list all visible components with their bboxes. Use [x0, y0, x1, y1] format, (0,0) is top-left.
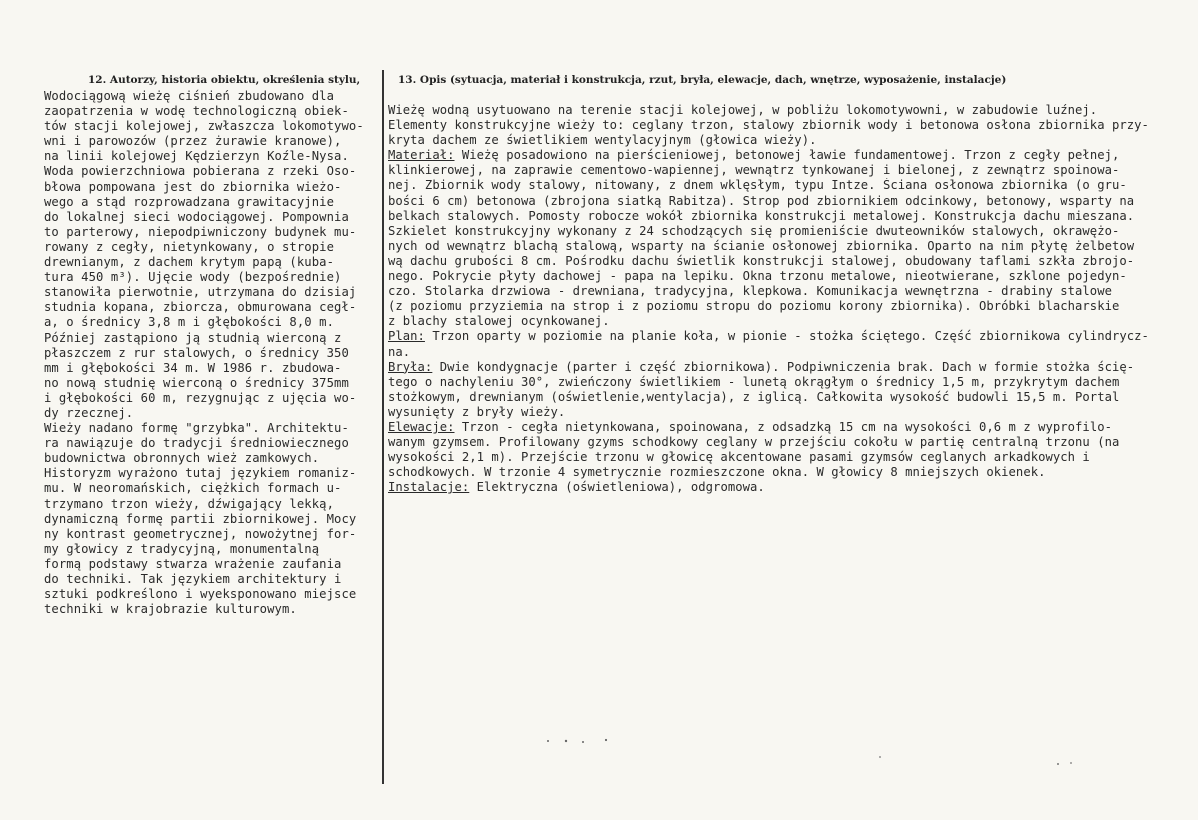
line-text: Elektryczna (oświetleniowa), odgromowa. [469, 480, 765, 495]
line-text: belkach stalowych. Pomosty robocze wokół zbiornika konstrukcji metalowej. Konstrukcja dachu mieszana. [388, 208, 1135, 223]
line-text: schodkowych. W trzonie 4 symetrycznie rozmieszczone okna. W głowicy 8 mniejszych okienek. [388, 465, 1046, 480]
text-line [388, 465, 1188, 480]
text-line [388, 435, 1188, 450]
right-column-heading: 13. Opis (sytuacja, materiał i konstrukcja, rzut, bryła, elewacje, dach, wnętrze, wyposażenie, instalacje) [398, 74, 1007, 86]
line-text: wysunięty z bryły wieży. [388, 404, 566, 419]
text-line: Wieży nadano formę "grzybka". Architektu- [44, 421, 349, 436]
line-text: nego. Pokrycie płyty dachowej - papa na lepiku. Okna trzonu metalowe, nieotwierane, szklone pojedyn- [388, 269, 1127, 284]
text-line [388, 269, 1188, 284]
text-line: błowa pompowana jest do zbiornika wieżo- [44, 179, 342, 194]
text-line: Woda powierzchniowa pobierana z rzeki Oso- [44, 164, 357, 179]
text-line [388, 118, 1188, 133]
text-line [388, 103, 1188, 118]
section-label: Materiał: [388, 148, 455, 163]
section-label: Instalacje: [388, 480, 470, 495]
text-line: ra nawiązuje do tradycji średniowiecznego [44, 436, 349, 451]
line-text: tego o nachyleniu 30°, zwieńczony świetlikiem - lunetą okrągłym o średnicy 1,5 m, przykrytym dachem [388, 374, 1120, 389]
text-line [388, 178, 1188, 193]
text-line: stanowiła pierwotnie, utrzymana do dzisiaj [44, 285, 357, 300]
section-label: Bryła: [388, 359, 433, 374]
text-line: mu. W neoromańskich, ciężkich formach u- [44, 481, 342, 496]
text-line: i głębokości 60 m, rezygnując z ujęcia wo- [44, 390, 357, 405]
history-text [44, 89, 378, 617]
line-text: na. [388, 344, 411, 359]
text-line [388, 284, 1188, 299]
line-text: czo. Stolarka drzwiowa - drewniana, tradycyjna, klepkowa. Komunikacja wewnętrzna - drabiny stalowe [388, 284, 1112, 299]
text-line: Historyzm wyrażono tutaj językiem romaniz- [44, 466, 357, 481]
text-line: płaszczem z rur stalowych, o średnicy 350 [44, 345, 349, 360]
text-line: tura 450 m³). Ujęcie wody (bezpośrednie) [44, 270, 342, 285]
line-text: klinkierowej, na zaprawie cementowo-wapiennej, wewnątrz tynkowanej i bielonej, z zewnątrz spoinowa- [388, 163, 1120, 178]
text-line [388, 360, 1188, 375]
line-text: nej. Zbiornik wody stalowy, nitowany, z dnem wklęsłym, typu Intze. Ściana osłonowa zbiornika (o gru- [388, 178, 1127, 193]
text-line: rowany z cegły, nietynkowany, o stropie [44, 239, 335, 254]
text-line: mm i głębokości 34 m. W 1986 r. zbudowa- [44, 360, 342, 375]
left-column-heading: 12. Autorzy, historia obiektu, określenia stylu, [88, 74, 361, 86]
line-text: kryta dachem ze świetlikiem wentylacyjnym (głowica wieży). [388, 133, 817, 148]
line-text: Elementy konstrukcyjne wieży to: ceglany trzon, stalowy zbiornik wody i betonowa osłona zbiornika przy- [388, 118, 1149, 133]
text-line: sztuki podkreślono i wyeksponowano miejsce [44, 587, 357, 602]
text-line: ny kontrast geometrycznej, nowożytnej for- [44, 526, 357, 541]
text-line [388, 420, 1188, 435]
line-text: nych od wewnątrz blachą stalową, wsparty na ścianie osłonowej zbiornika. Oparto na nim płytę żelbetow [388, 238, 1135, 253]
line-text: wą dachu grubości 8 cm. Pośrodku dachu świetlik konstrukcji stalowej, obudowany taflami szkła zbrojo- [388, 253, 1135, 268]
line-text: z blachy stalowej ocynkowanej. [388, 314, 610, 329]
text-line [388, 345, 1188, 360]
line-text: bości 6 cm) betonowa (zbrojona siatką Rabitza). Strop pod zbiornikiem odcinkowy, betonowy, wsparty na [388, 193, 1135, 208]
text-line [388, 480, 1188, 495]
text-line: wego a stąd rozprowadzana grawitacyjnie [44, 194, 335, 209]
text-line: Wodociągową wieżę ciśnień zbudowano dla [44, 89, 335, 103]
description-text [388, 103, 1188, 495]
line-text: Dwie kondygnacje (parter i część zbiornikowa). Podpiwniczenia brak. Dach w formie stożka ścię- [432, 359, 1135, 374]
text-line: my głowicy z tradycyjną, monumentalną [44, 541, 320, 556]
text-line: wni i parowozów (przez żurawie kranowe), [44, 134, 342, 149]
text-line: na linii kolejowej Kędzierzyn Koźle-Nysa. [44, 149, 349, 164]
section-label: Elewacje: [388, 419, 455, 434]
text-line: studnia kopana, zbiorcza, obmurowana cegł- [44, 300, 357, 315]
text-line [388, 163, 1188, 178]
text-line [388, 254, 1188, 269]
text-line: zaopatrzenia w wodę technologiczną obiek- [44, 104, 349, 119]
text-line: dy rzecznej. [44, 405, 134, 420]
text-line [388, 329, 1188, 344]
text-line [388, 148, 1188, 163]
text-line [388, 314, 1188, 329]
line-text: wysokości 2,1 m). Przejście trzonu w głowicę akcentowane pasami gzymsów ceglanych arkadkowych i [388, 450, 1090, 465]
text-line: drewnianym, z dachem krytym papą (kuba- [44, 255, 335, 270]
text-line: techniki w krajobrazie kulturowym. [44, 602, 297, 617]
text-line: budownictwa obronnych wież zamkowych. [44, 451, 320, 466]
line-text: (z poziomu przyziemia na strop i z poziomu stropu do poziomu korony zbiornika). Obróbki blacharskie [388, 299, 1120, 314]
text-line: a, o średnicy 3,8 m i głębokości 8,0 m. [44, 315, 335, 330]
text-line: to parterowy, niepodpiwniczony budynek mu- [44, 224, 357, 239]
text-line [388, 194, 1188, 209]
line-text: Wieżę posadowiono na pierścieniowej, betonowej ławie fundamentowej. Trzon z cegły pełnej, [454, 148, 1120, 163]
text-line: tów stacji kolejowej, zwłaszcza lokomotywo- [44, 119, 364, 134]
column-divider [382, 70, 384, 784]
text-line: formą podstawy stwarza wrażenie zaufania [44, 556, 342, 571]
text-line: dynamiczną formę partii zbiornikowej. Mocy [44, 511, 357, 526]
section-label: Plan: [388, 329, 425, 344]
text-line [388, 450, 1188, 465]
text-line [388, 390, 1188, 405]
text-line: no nową studnię wierconą o średnicy 375mm [44, 375, 349, 390]
text-line [388, 209, 1188, 224]
text-line: trzymano trzon wieży, dźwigający lekką, [44, 496, 335, 511]
text-line: Później zastąpiono ją studnią wierconą z [44, 330, 342, 345]
line-text: wanym gzymsem. Profilowany gzyms schodkowy ceglany w przejściu cokołu w partię centralną trzonu (na [388, 435, 1120, 450]
line-text: Trzon oparty w poziomie na planie koła, w pionie - stożka ściętego. Część zbiornikowa cylindrycz- [424, 329, 1149, 344]
line-text: Szkielet konstrukcyjny wykonany z 24 schodzących się promieniście dwuteowników stalowych, okrawężo- [388, 223, 1120, 238]
text-line: do lokalnej sieci wodociągowej. Pompownia [44, 209, 349, 224]
text-line [388, 375, 1188, 390]
line-text: Wieżę wodną usytuowano na terenie stacji kolejowej, w pobliżu lokomotywowni, w zabudowie luźnej. [388, 103, 1098, 117]
text-line [388, 299, 1188, 314]
text-line [388, 224, 1188, 239]
text-line [388, 133, 1188, 148]
text-line [388, 239, 1188, 254]
line-text: stożkowym, drewnianym (oświetlenie,wentylacja), z iglicą. Całkowita wysokość budowli 15,5 m. Portal [388, 389, 1120, 404]
text-line: do techniki. Tak językiem architektury i [44, 572, 342, 586]
text-line [388, 405, 1188, 420]
line-text: Trzon - cegła nietynkowana, spoinowana, z odsadzką 15 cm na wysokości 0,6 m z wyprofilo- [454, 419, 1112, 434]
